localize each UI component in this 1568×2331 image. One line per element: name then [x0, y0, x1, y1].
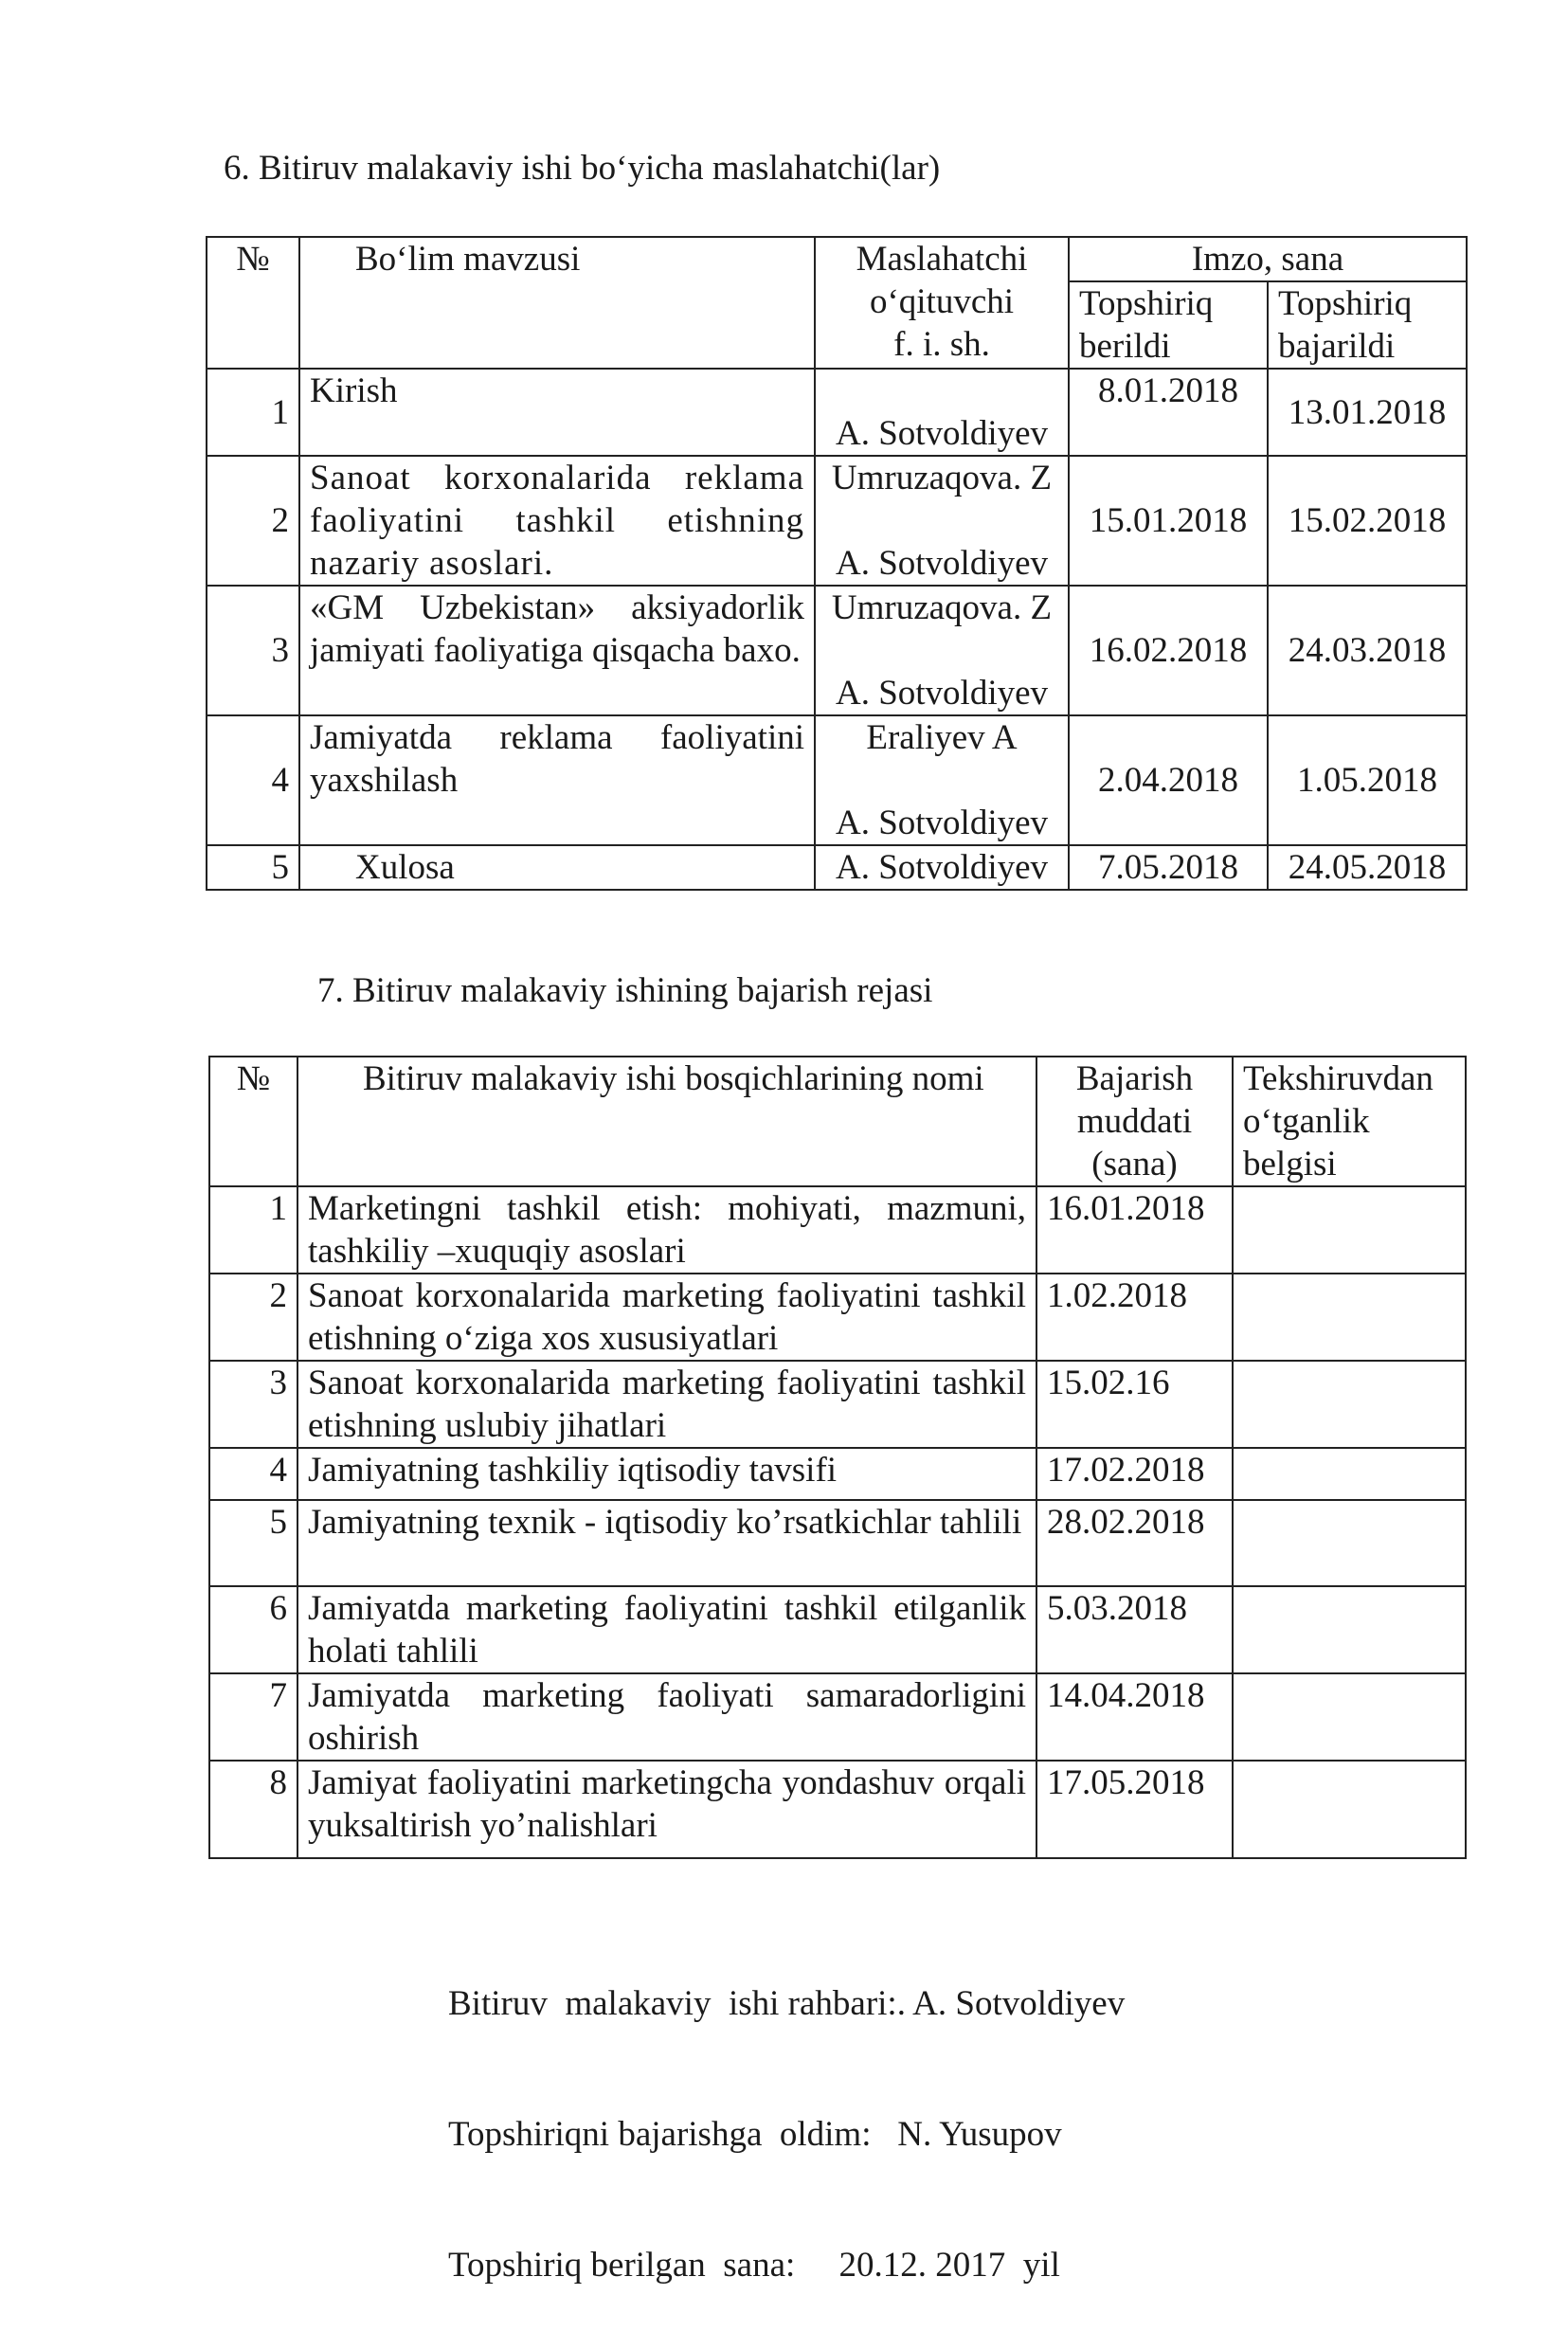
advisors-header-given-line: berildi	[1079, 327, 1171, 366]
supervisor-value: A. Sotvoldiyev	[912, 1984, 1126, 2023]
advisors-header-num: №	[207, 237, 299, 369]
section7-title: 7. Bitiruv malakaviy ishining bajarish rejasi	[317, 971, 933, 1010]
plan-row	[209, 1448, 1466, 1500]
advisors-row-advisor-line: A. Sotvoldiyev	[835, 848, 1049, 887]
advisors-row-advisor-line: A. Sotvoldiyev	[835, 674, 1049, 713]
plan-row-num: 8	[209, 1761, 297, 1858]
advisors-row-advisor	[815, 369, 1069, 456]
plan-row-deadline: 1.02.2018	[1036, 1274, 1233, 1361]
plan-row-num: 7	[209, 1673, 297, 1761]
signature-block	[448, 1895, 1125, 2331]
advisors-row-given: 15.01.2018	[1069, 456, 1268, 586]
plan-row-check	[1233, 1448, 1466, 1500]
advisors-table	[206, 236, 1468, 891]
advisors-header-row-1	[207, 237, 1467, 281]
advisors-row-given: 8.01.2018	[1069, 369, 1268, 456]
advisors-header-advisor-line: f. i. sh.	[893, 325, 990, 364]
advisors-row-num: 3	[207, 586, 299, 715]
plan-header-check-line: o‘tganlik	[1243, 1102, 1370, 1141]
plan-row	[209, 1673, 1466, 1761]
plan-header-row	[209, 1057, 1466, 1186]
plan-row	[209, 1361, 1466, 1448]
plan-row-num: 5	[209, 1500, 297, 1586]
issue-date-value: 20.12. 2017 yil	[838, 2246, 1060, 2285]
plan-row-check	[1233, 1586, 1466, 1673]
plan-row-stage: Jamiyatning texnik - iqtisodiy ko’rsatkichlar tahlili	[297, 1500, 1036, 1586]
plan-row	[209, 1761, 1466, 1858]
advisors-row-topic: Xulosa	[299, 845, 815, 890]
issue-date-line	[448, 2244, 1125, 2287]
plan-row-stage: Jamiyatda marketing faoliyati samaradorligini oshirish	[297, 1673, 1036, 1761]
advisors-row-topic: Jamiyatda reklama faoliyatini yaxshilash	[299, 715, 815, 845]
advisors-row-advisor	[815, 845, 1069, 890]
plan-header-check-line: belgisi	[1243, 1145, 1337, 1184]
supervisor-line	[448, 1982, 1125, 2026]
plan-header-stage: Bitiruv malakaviy ishi bosqichlarining nomi	[297, 1057, 1036, 1186]
advisors-row-num: 5	[207, 845, 299, 890]
advisors-row-num: 1	[207, 369, 299, 456]
advisors-row-done: 24.05.2018	[1268, 845, 1467, 890]
advisors-header-topic: Bo‘lim mavzusi	[299, 237, 815, 369]
advisors-row-given: 7.05.2018	[1069, 845, 1268, 890]
plan-row-deadline: 17.05.2018	[1036, 1761, 1233, 1858]
advisors-row-done: 1.05.2018	[1268, 715, 1467, 845]
advisors-row-topic: Kirish	[299, 369, 815, 456]
plan-row-check	[1233, 1186, 1466, 1274]
plan-header-deadline	[1036, 1057, 1233, 1186]
advisors-row-advisor-line	[825, 629, 1058, 672]
plan-row-num: 1	[209, 1186, 297, 1274]
advisors-row-advisor-line	[825, 499, 1058, 542]
advisors-row	[207, 715, 1467, 845]
advisors-row-advisor-line	[825, 759, 1058, 802]
plan-row-deadline: 5.03.2018	[1036, 1586, 1233, 1673]
plan-row-check	[1233, 1500, 1466, 1586]
advisors-row-topic: Sanoat korxonalarida reklama faoliyatini tashkil etishning nazariy asoslari.	[299, 456, 815, 586]
plan-row	[209, 1500, 1466, 1586]
plan-header-check	[1233, 1057, 1466, 1186]
section6-title: 6. Bitiruv malakaviy ishi bo‘yicha maslahatchi(lar)	[224, 149, 941, 188]
plan-row-num: 6	[209, 1586, 297, 1673]
plan-row-stage: Jamiyatda marketing faoliyatini tashkil etilganlik holati tahlili	[297, 1586, 1036, 1673]
plan-row	[209, 1186, 1466, 1274]
advisors-row-advisor	[815, 715, 1069, 845]
plan-row-deadline: 17.02.2018	[1036, 1448, 1233, 1500]
advisors-row	[207, 845, 1467, 890]
advisors-row-advisor	[815, 456, 1069, 586]
advisors-row-given: 2.04.2018	[1069, 715, 1268, 845]
advisors-header-advisor	[815, 237, 1069, 369]
advisors-header-advisor-line: o‘qituvchi	[869, 282, 1015, 321]
advisors-row	[207, 369, 1467, 456]
accepted-line	[448, 2113, 1125, 2157]
plan-row	[209, 1274, 1466, 1361]
plan-row-check	[1233, 1361, 1466, 1448]
advisors-row	[207, 586, 1467, 715]
plan-row-check	[1233, 1274, 1466, 1361]
plan-header-num: №	[209, 1057, 297, 1186]
advisors-header-signature: Imzo, sana	[1069, 237, 1467, 281]
advisors-header-done-line: bajarildi	[1278, 327, 1396, 366]
accepted-label: Topshiriqni bajarishga oldim:	[448, 2115, 872, 2154]
advisors-row-num: 2	[207, 456, 299, 586]
advisors-row-advisor-line: A. Sotvoldiyev	[835, 804, 1049, 842]
advisors-header-given-line: Topshiriq	[1079, 284, 1214, 323]
advisors-header-done-line: Topshiriq	[1278, 284, 1413, 323]
supervisor-label: Bitiruv malakaviy ishi rahbari:.	[448, 1984, 906, 2023]
advisors-row-advisor	[815, 586, 1069, 715]
plan-row-num: 2	[209, 1274, 297, 1361]
plan-row-deadline: 28.02.2018	[1036, 1500, 1233, 1586]
plan-row-deadline: 16.01.2018	[1036, 1186, 1233, 1274]
plan-row-deadline: 14.04.2018	[1036, 1673, 1233, 1761]
advisors-row-advisor-line: Umruzaqova. Z	[831, 588, 1053, 627]
advisors-row-done: 13.01.2018	[1268, 369, 1467, 456]
plan-row-check	[1233, 1761, 1466, 1858]
advisors-header-given	[1069, 281, 1268, 369]
plan-row-stage: Sanoat korxonalarida marketing faoliyatini tashkil etishning o‘ziga xos xususiyatlari	[297, 1274, 1036, 1361]
plan-header-deadline-line: muddati	[1076, 1102, 1193, 1141]
advisors-row-topic: «GM Uzbekistan» aksiyadorlik jamiyati faoliyatiga qisqacha baxo.	[299, 586, 815, 715]
accepted-value: N. Yusupov	[897, 2115, 1062, 2154]
plan-row	[209, 1586, 1466, 1673]
advisors-row-done: 15.02.2018	[1268, 456, 1467, 586]
plan-row-stage: Marketingni tashkil etish: mohiyati, mazmuni, tashkiliy –xuquqiy asoslari	[297, 1186, 1036, 1274]
plan-row-check	[1233, 1673, 1466, 1761]
plan-row-deadline: 15.02.16	[1036, 1361, 1233, 1448]
advisors-row-advisor-line	[825, 370, 1058, 412]
advisors-row-given: 16.02.2018	[1069, 586, 1268, 715]
plan-header-check-line: Tekshiruvdan	[1243, 1059, 1433, 1098]
issue-date-label: Topshiriq berilgan sana:	[448, 2246, 796, 2285]
advisors-row-done: 24.03.2018	[1268, 586, 1467, 715]
advisors-row-advisor-line: A. Sotvoldiyev	[835, 544, 1049, 583]
advisors-header-done	[1268, 281, 1467, 369]
plan-row-stage: Jamiyatning tashkiliy iqtisodiy tavsifi	[297, 1448, 1036, 1500]
plan-row-num: 4	[209, 1448, 297, 1500]
advisors-header-advisor-line: Maslahatchi	[856, 240, 1028, 279]
plan-table	[208, 1056, 1467, 1859]
plan-row-stage: Sanoat korxonalarida marketing faoliyatini tashkil etishning uslubiy jihatlari	[297, 1361, 1036, 1448]
plan-row-num: 3	[209, 1361, 297, 1448]
advisors-row-num: 4	[207, 715, 299, 845]
advisors-row-advisor-line: Umruzaqova. Z	[831, 459, 1053, 497]
advisors-row-advisor-line: Eraliyev A	[866, 718, 1018, 757]
plan-header-deadline-line: (sana)	[1091, 1145, 1178, 1184]
advisors-row-advisor-line: A. Sotvoldiyev	[835, 414, 1049, 453]
plan-header-deadline-line: Bajarish	[1075, 1059, 1194, 1098]
plan-row-stage: Jamiyat faoliyatini marketingcha yondashuv orqali yuksaltirish yo’nalishlari	[297, 1761, 1036, 1858]
advisors-row	[207, 456, 1467, 586]
